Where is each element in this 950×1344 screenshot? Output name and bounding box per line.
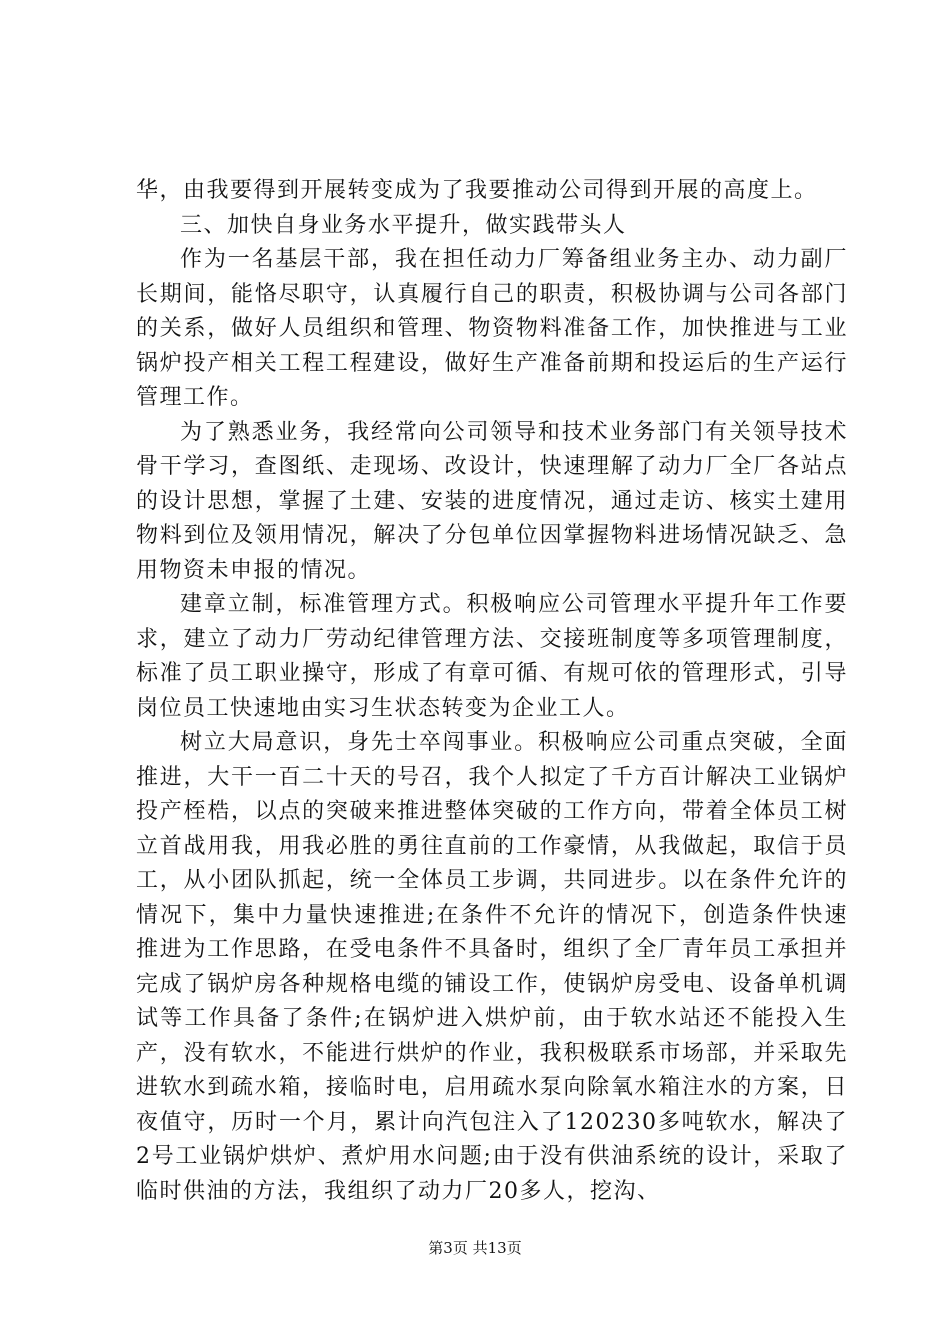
paragraph-continuation: 华，由我要得到开展转变成为了我要推动公司得到开展的高度上。 bbox=[136, 178, 818, 203]
section-heading: 三、加快自身业务水平提升，做实践带头人 bbox=[180, 212, 627, 238]
page-number-footer: 第3页 共13页 bbox=[428, 1239, 522, 1257]
paragraph: 建章立制，标准管理方式。积极响应公司管理水平提升年工作要求，建立了动力厂劳动纪律管理方法、交接班制度等多项管理制度，标准了员工职业操守，形成了有章可循、有规可依的管理形式，引导岗位员工快速地由实习生状态转变为企业工人。 bbox=[136, 592, 848, 721]
paragraph: 树立大局意识，身先士卒闯事业。积极响应公司重点突破，全面推进，大干一百二十天的号召，我个人拟定了千方百计解决工业锅炉投产桎梏，以点的突破来推进整体突破的工作方向，带着全体员工树立首战用我，用我必胜的勇往直前的工作豪情，从我做起，取信于员工，从小团队抓起，统一全体员工步调，共同进步。以在条件允许的情况下，集中力量快速推进;在条件不允许的情况下，创造条件快速推进为工作思路，在受电条件不具备时，组织了全厂青年员工承担并完成了锅炉房各种规格电缆的铺设工作，使锅炉房受电、设备单机调试等工作具备了条件;在锅炉进入烘炉前，由于软水站还不能投入生产，没有软水，不能进行烘炉的作业，我积极联系市场部，并采取先进软水到疏水箱，接临时电，启用疏水泵向除氧水箱注水的方案，日夜值守，历时一个月，累计向汽包注入了120230多吨软水，解决了2号工业锅炉烘炉、煮炉用水问题;由于没有供油系统的设计，采取了临时供油的方法，我组织了动力厂20多人，挖沟、 bbox=[136, 730, 848, 1204]
body-text bbox=[136, 174, 848, 1209]
paragraph: 作为一名基层干部，我在担任动力厂筹备组业务主办、动力副厂长期间，能恪尽职守，认真履行自己的职责，积极协调与公司各部门的关系，做好人员组织和管理、物资物料准备工作，加快推进与工业锅炉投产相关工程工程建设，做好生产准备前期和投运后的生产运行管理工作。 bbox=[136, 247, 848, 410]
paragraph: 为了熟悉业务，我经常向公司领导和技术业务部门有关领导技术骨干学习，查图纸、走现场、改设计，快速理解了动力厂全厂各站点的设计思想，掌握了土建、安装的进度情况，通过走访、核实土建用物料到位及领用情况，解决了分包单位因掌握物料进场情况缺乏、急用物资未申报的情况。 bbox=[136, 419, 848, 583]
